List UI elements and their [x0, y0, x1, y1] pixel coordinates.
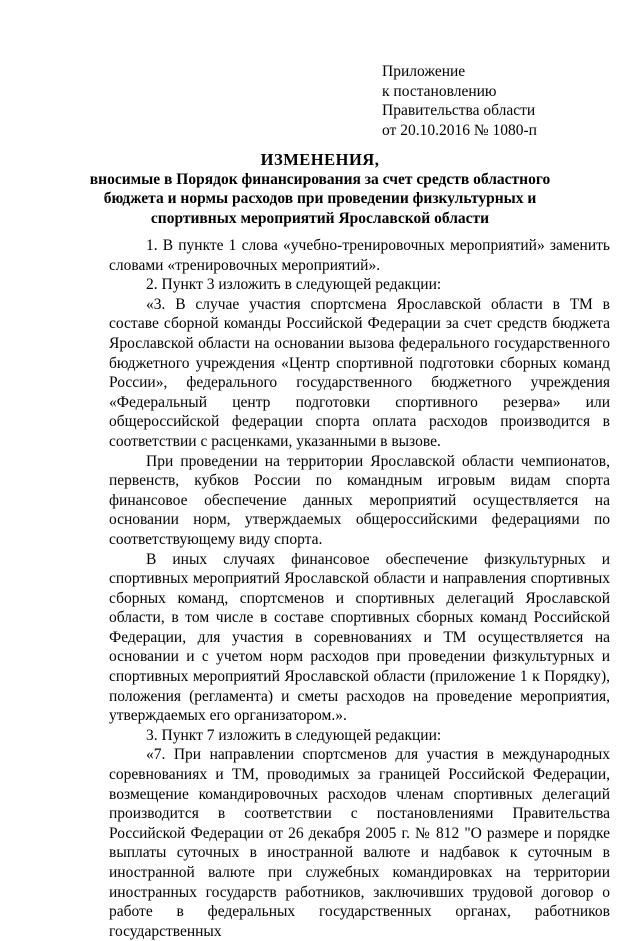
- appendix-line-3: Правительства области: [382, 102, 536, 119]
- paragraph-item-3: 3. Пункт 7 изложить в следующей редакции:: [146, 726, 442, 744]
- paragraph-other-cases: В иных случаях финансовое обеспечение физкультурных и спортивных мероприятий Ярославской области и направления спортивных сборных команд, спортсменов и спортивных делегаций Ярославской области, в том числе в составе спортивных сборных команд Российской Федерации, для участия в соревнованиях и ТМ осуществляется на основании и с учетом норм расходов при проведении физкультурных и спортивных мероприятий Ярославской области (приложение 1 к Порядку), положения (регламента) и сметы расходов на проведение мероприятия, утверждаемых его организатором.».: [109, 550, 610, 725]
- appendix-line-4: от 20.10.2016 № 1080-п: [382, 121, 537, 139]
- title-subtitle-line-1: вносимые в Порядок финансирования за счет средств областного: [89, 170, 551, 188]
- title-heading: ИЗМЕНЕНИЯ,: [260, 150, 380, 169]
- paragraph-clause-7: «7. При направлении спортсменов для участия в международных соревнованиях и ТМ, проводимых за границей Российской Федерации, возмещение командировочных расходов членам спортивных делегаций производится в соответствии с постановлениями Правительства Российской Федерации от 26 декабря 2005 г. № 812 "О размере и порядке выплаты суточных в иностранной валюте и надбавок к суточным в иностранной валюте при служебных командировках на территории иностранных государств работников, заключивших трудовой договор о работе в федеральных государственных органах, работников государственных: [109, 746, 610, 940]
- paragraph-item-1: 1. В пункте 1 слова «учебно-тренировочных мероприятий» заменить словами «тренировочных мероприятий».: [109, 237, 610, 274]
- document-title: [60, 150, 580, 228]
- appendix-line-1: Приложение: [382, 63, 466, 80]
- appendix-reference: [382, 62, 537, 140]
- document-body: [109, 236, 610, 941]
- title-subtitle-line-2: бюджета и нормы расходов при проведении физкультурных и: [103, 190, 537, 207]
- title-subtitle-line-3: спортивных мероприятий Ярославской области: [150, 209, 490, 227]
- paragraph-item-2: 2. Пункт 3 изложить в следующей редакции:: [146, 276, 442, 294]
- paragraph-clause-3: «3. В случае участия спортсмена Ярославской области в ТМ в составе сборной команды Российской Федерации за счет средств бюджета Ярославской области на основании вызова федерального государственного бюджетного учреждения «Центр спортивной подготовки сборных команд России», федерального государственного бюджетного учреждения «Федеральный центр подготовки спортивного резерва» или общероссийской федерации спорта оплата расходов производится в соответствии с расценками, указанными в вызове.: [109, 295, 610, 450]
- appendix-line-2: к постановлению: [382, 82, 497, 100]
- paragraph-championships: При проведении на территории Ярославской области чемпионатов, первенств, кубков России по командным игровым видам спорта финансовое обеспечение данных мероприятий осуществляется на основании норм, утверждаемых общероссийскими федерациями по соответствующему виду спорта.: [109, 452, 610, 548]
